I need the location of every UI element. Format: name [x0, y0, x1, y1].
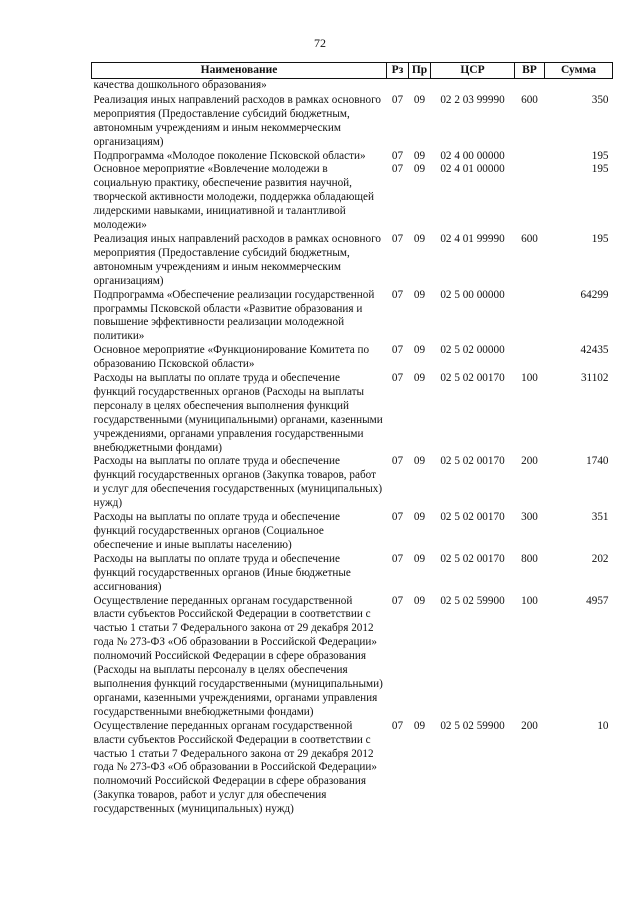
- cell-vr: [515, 344, 545, 372]
- table-row: [92, 163, 613, 233]
- cell-rz: 07: [391, 344, 404, 357]
- cell-pr: 09: [413, 552, 426, 565]
- cell-pr: 09: [413, 163, 426, 176]
- table-row: [92, 233, 613, 289]
- cell-sum: 4957: [586, 594, 609, 607]
- cell-sum: 195: [591, 232, 609, 245]
- cell-name: Реализация иных направлений расходов в рамках основного мероприятия (Предоставление субсидий бюджетным, автономным учреждениям и иным некоммерческим организациям): [93, 93, 381, 148]
- cell-name: Расходы на выплаты по оплате труда и обеспечение функций государственных органов (Иные бюджетные ассигнования): [93, 552, 351, 593]
- cell-csr: 02 4 00 00000: [440, 149, 505, 162]
- cell-csr: 02 5 02 00170: [440, 511, 505, 524]
- table-row: [92, 372, 613, 455]
- cell-sum: 350: [591, 93, 609, 106]
- cell-csr: 02 5 00 00000: [440, 288, 505, 301]
- cell-name: Основное мероприятие «Функционирование Комитета по образованию Псковской области»: [93, 344, 370, 371]
- header-sum: Сумма: [545, 63, 613, 79]
- cell-csr: 02 4 01 00000: [440, 163, 505, 176]
- cell-rz: 07: [391, 93, 404, 106]
- cell-rz: 07: [391, 163, 404, 176]
- cell-vr: 100: [521, 594, 538, 607]
- cell-pr: 09: [413, 455, 426, 468]
- cell-name: Расходы на выплаты по оплате труда и обеспечение функций государственных органов (Расходы на выплаты персоналу в целях обеспечения выполнения функций государственными (муниципальными) органами, казенными учреждениями, органами управления государственными внебюджетными фондами): [93, 372, 383, 454]
- table-row: [92, 344, 613, 372]
- cell-sum: 42435: [580, 344, 609, 357]
- cell-rz: 07: [391, 288, 404, 301]
- table-row: [92, 720, 613, 817]
- cell-name: Осуществление переданных органам государственной власти субъектов Российской Федерации в соответствии с частью 1 статьи 7 Федерального закона от 29 декабря 2012 года № 273-ФЗ «Об образовании в Российской Федерации» полномочий Российской Федерации в сфере образования (Закупка товаров, работ и услуг для обеспечения государственных (муниципальных) нужд): [93, 719, 378, 816]
- cell-rz: 07: [391, 719, 404, 732]
- cell-rz: 07: [391, 232, 404, 245]
- table-row: [92, 150, 613, 164]
- table-header: [92, 63, 613, 79]
- cell-pr: 09: [413, 344, 426, 357]
- cell-rz: 07: [391, 594, 404, 607]
- table-body: [92, 79, 613, 818]
- cell-rz: 07: [391, 552, 404, 565]
- continuation-row: [92, 79, 613, 94]
- cell-name: Подпрограмма «Обеспечение реализации государственной программы Псковской области «Развитие образования и повышение эффективности реализации молодежной политики»: [93, 288, 375, 343]
- page-number: 72: [314, 36, 326, 50]
- cell-vr: 100: [521, 372, 538, 385]
- cell-sum: 195: [591, 149, 609, 162]
- table-row: [92, 455, 613, 511]
- cell-vr: 200: [521, 455, 538, 468]
- cell-sum: 351: [591, 511, 609, 524]
- cell-sum: 202: [591, 552, 609, 565]
- cell-name: Реализация иных направлений расходов в рамках основного мероприятия (Предоставление субсидий бюджетным, автономным учреждениям и иным некоммерческим организациям): [93, 232, 381, 287]
- cell-csr: 02 5 02 59900: [440, 594, 505, 607]
- cell-pr: 09: [413, 232, 426, 245]
- cell-vr: 600: [521, 232, 538, 245]
- cell-pr: 09: [413, 149, 426, 162]
- cell-pr: 09: [413, 93, 426, 106]
- cell-sum: 10: [597, 719, 609, 732]
- header-name: Наименование: [92, 63, 387, 79]
- cell-sum: 64299: [580, 288, 609, 301]
- cell-name: Подпрограмма «Молодое поколение Псковской области»: [93, 149, 366, 162]
- table-row: [92, 94, 613, 150]
- cell-csr: 02 5 02 59900: [440, 719, 505, 732]
- cell-name: Расходы на выплаты по оплате труда и обеспечение функций государственных органов (Закупка товаров, работ и услуг для обеспечения государственных (муниципальных) нужд): [93, 455, 383, 510]
- cell-rz: 07: [391, 149, 404, 162]
- cell-vr: 300: [521, 511, 538, 524]
- cell-pr: 09: [413, 288, 426, 301]
- cell-sum: 31102: [580, 372, 609, 385]
- cell-rz: 07: [391, 455, 404, 468]
- budget-table: [91, 62, 613, 817]
- cell-sum: 195: [591, 163, 609, 176]
- header-csr: ЦСР: [431, 63, 515, 79]
- cell-csr: 02 4 01 99990: [440, 232, 505, 245]
- cell-vr: 800: [521, 552, 538, 565]
- continuation-text: качества дошкольного образования»: [93, 79, 267, 91]
- cell-vr: [515, 163, 545, 233]
- cell-csr: 02 5 02 00170: [440, 455, 505, 468]
- cell-rz: 07: [391, 372, 404, 385]
- cell-csr: 02 5 02 00170: [440, 372, 505, 385]
- header-pr: Пр: [409, 63, 431, 79]
- cell-csr: 02 5 02 00170: [440, 552, 505, 565]
- table-row: [92, 595, 613, 720]
- cell-pr: 09: [413, 372, 426, 385]
- cell-vr: [515, 150, 545, 164]
- cell-rz: 07: [391, 511, 404, 524]
- cell-name: Расходы на выплаты по оплате труда и обеспечение функций государственных органов (Социальное обеспечение и иные выплаты населению): [93, 511, 340, 551]
- header-vr: ВР: [515, 63, 545, 79]
- cell-pr: 09: [413, 719, 426, 732]
- table-row: [92, 289, 613, 345]
- cell-pr: 09: [413, 594, 426, 607]
- table-row: [92, 553, 613, 595]
- table-row: [92, 511, 613, 553]
- cell-csr: 02 2 03 99990: [440, 93, 505, 106]
- cell-pr: 09: [413, 511, 426, 524]
- cell-sum: 1740: [586, 455, 609, 468]
- cell-vr: [515, 289, 545, 345]
- cell-name: Осуществление переданных органам государственной власти субъектов Российской Федерации в соответствии с частью 1 статьи 7 Федерального закона от 29 декабря 2012 года № 273-ФЗ «Об образовании в Российской Федерации» полномочий Российской Федерации в сфере образования (Расходы на выплаты персоналу в целях обеспечения выполнения функций государственными (муниципальными) органами, казенными учреждениями, органами управления государственными внебюджетными фондами): [93, 594, 383, 718]
- header-rz: Рз: [387, 63, 409, 79]
- cell-vr: 600: [521, 93, 538, 106]
- cell-name: Основное мероприятие «Вовлечение молодежи в социальную практику, обеспечение развития научной, творческой активности молодежи, поддержка обладающей лидерскими навыками, инициативной и талантливой молодежи»: [93, 163, 374, 232]
- cell-csr: 02 5 02 00000: [440, 344, 505, 357]
- cell-vr: 200: [521, 719, 538, 732]
